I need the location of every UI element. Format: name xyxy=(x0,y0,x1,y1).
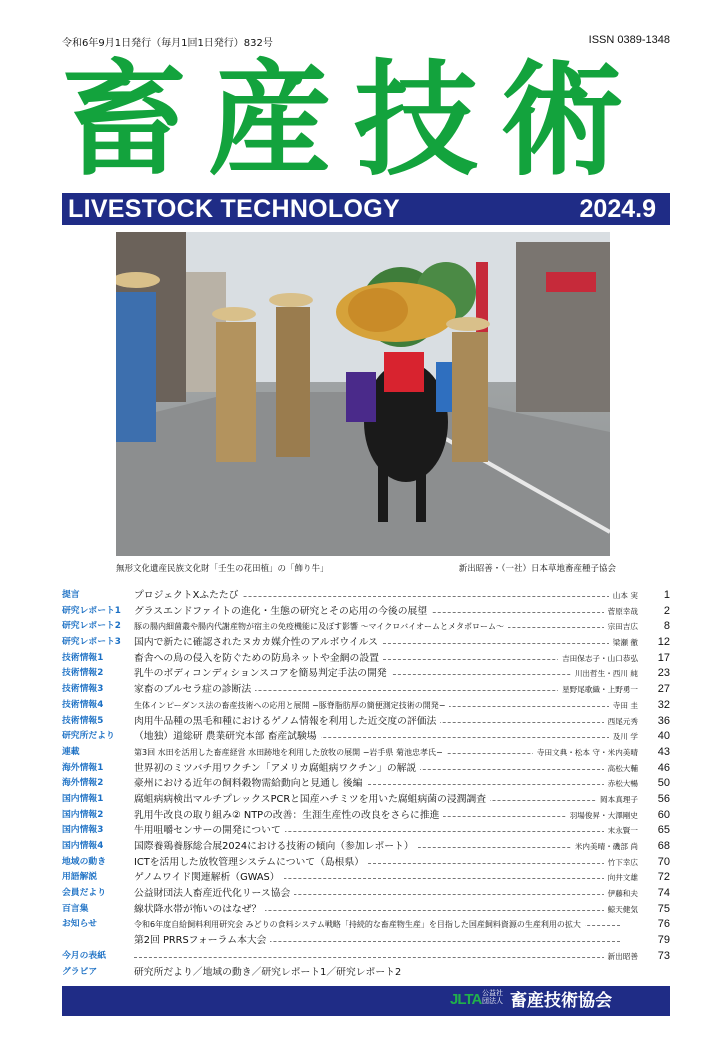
caption-credit: 新出昭善・（一社）日本草地畜産種子協会 xyxy=(458,564,616,574)
toc-page: 2 xyxy=(663,604,670,617)
toc-row[interactable] xyxy=(62,808,674,824)
masthead-title: 畜産技術 xyxy=(62,52,647,190)
toc-title: 国内で新たに確認されたヌカカ媒介性のアルボウイルス xyxy=(134,635,382,651)
toc-row[interactable] xyxy=(62,839,674,855)
toc-title: プロジェクトXふたたび xyxy=(134,588,242,604)
toc-category: 国内情報4 xyxy=(62,841,104,851)
toc-category: 今月の表紙 xyxy=(62,950,106,961)
toc-title: 生体インピーダンス法の畜産技術への応用と展開 −豚脊脂肪厚の簡便測定技術の開発− xyxy=(134,698,449,714)
toc-title: グラスエンドファイトの進化・生態の研究とその応用の今後の展望 xyxy=(134,604,431,620)
toc-category: 海外情報2 xyxy=(62,778,104,789)
toc-author: 寺田文典・松本 守・米内美晴 xyxy=(533,745,638,761)
toc-title: 公益財団法人畜産近代化リース協会 xyxy=(134,886,294,902)
festival-procession-illustration xyxy=(116,232,610,556)
toc-title: 家畜のブルセラ症の診断法 xyxy=(134,682,255,698)
toc-row[interactable] xyxy=(62,917,674,933)
toc-row[interactable] xyxy=(62,604,674,620)
toc-row[interactable] xyxy=(62,965,674,981)
toc-author: 西尾元秀 xyxy=(604,714,638,730)
toc-title: 牛用咀嚼センサーの開発について xyxy=(134,823,285,839)
toc-author: 吉田保志子・山口恭弘 xyxy=(558,651,638,667)
toc-author: 新出昭善 xyxy=(604,949,638,965)
toc-page: 8 xyxy=(663,620,670,633)
toc-category: お知らせ xyxy=(62,919,97,930)
toc-author: 山本 実 xyxy=(609,588,638,604)
toc-page: 32 xyxy=(657,698,670,711)
toc-title: 豪州における近年の飼料穀物需給動向と見通し 後編 xyxy=(134,776,366,792)
toc-row[interactable] xyxy=(62,588,674,604)
toc-title: 線状降水帯が怖いのはなぜ？ xyxy=(134,902,265,918)
toc-author: 米内美晴・磯部 尚 xyxy=(571,839,638,855)
toc-author: 星野尾歌織・上野勇一 xyxy=(558,682,638,698)
toc-title: 乳用牛改良の取り組み② NTPの改善：生涯生産性の改良をさらに推進 xyxy=(134,808,443,824)
toc-row[interactable] xyxy=(62,698,674,714)
toc-author: 川出哲生・西川 純 xyxy=(571,666,638,682)
toc-author: 高松大輔 xyxy=(604,761,638,777)
toc-page: 17 xyxy=(657,651,670,664)
toc-category: 技術情報2 xyxy=(62,668,104,679)
toc-title: ゲノムワイド関連解析（GWAS） xyxy=(134,870,284,886)
toc-category: 技術情報5 xyxy=(62,715,104,726)
toc-category: 地域の動き xyxy=(62,856,106,867)
toc-author: 竹下幸広 xyxy=(604,855,638,871)
toc-page: 50 xyxy=(657,777,670,790)
toc-page: 60 xyxy=(657,808,670,821)
table-of-contents xyxy=(62,588,674,980)
english-title: LIVESTOCK TECHNOLOGY xyxy=(68,195,400,223)
toc-author: 宗田吉広 xyxy=(604,619,638,635)
issue-line: 令和6年9月1日発行（毎月1回1日発行）832号 xyxy=(62,38,273,49)
toc-row[interactable] xyxy=(62,745,674,761)
toc-author: 鯨天健気 xyxy=(604,902,638,918)
toc-row[interactable] xyxy=(62,823,674,839)
toc-title: 畜舎への鳥の侵入を防ぐための防鳥ネットや金網の設置 xyxy=(134,651,383,667)
publisher-name: 畜産技術協会 xyxy=(510,991,612,1011)
toc-page: 68 xyxy=(657,840,670,852)
toc-page: 56 xyxy=(657,792,670,805)
toc-row[interactable] xyxy=(62,886,674,902)
issn: ISSN 0389-1348 xyxy=(588,34,670,46)
toc-row[interactable] xyxy=(62,682,674,698)
toc-page: 1 xyxy=(663,589,670,601)
toc-row[interactable] xyxy=(62,761,674,777)
toc-author: 寺田 圭 xyxy=(609,698,638,714)
toc-category: 国内情報3 xyxy=(62,825,104,836)
toc-leader xyxy=(134,957,620,958)
toc-title: ICTを活用した放牧管理システムについて（島根県） xyxy=(134,855,368,871)
toc-author: 向井文雄 xyxy=(604,870,638,886)
toc-title: 腐蛆病病検出マルチプレックスPCRと国産ハチミツを用いた腐蛆病菌の浸潤調査 xyxy=(134,792,490,808)
toc-row[interactable] xyxy=(62,949,674,965)
toc-category: 用語解説 xyxy=(62,872,98,883)
toc-title: 世界初のミツバチ用ワクチン「アメリカ腐蛆病ワクチン」の解説 xyxy=(134,761,420,777)
toc-author: 羽場俊昇・大澤剛史 xyxy=(566,808,638,824)
toc-category: 研究所だより xyxy=(62,731,115,742)
toc-page: 40 xyxy=(657,730,670,743)
toc-category: 提言 xyxy=(62,590,80,600)
toc-author: 赤松大暢 xyxy=(604,776,638,792)
toc-title: 令和6年度自給飼料利用研究会 みどりの食料システム戦略「持続的な畜産物生産」を目指した国産飼料資源の生産利用の拡大 xyxy=(134,917,585,933)
toc-row[interactable] xyxy=(62,666,674,682)
toc-page: 73 xyxy=(657,949,670,962)
toc-page: 43 xyxy=(657,745,670,758)
toc-row[interactable] xyxy=(62,651,674,667)
toc-category: 会員だより xyxy=(62,888,106,899)
toc-author: 菅原幸哉 xyxy=(604,604,638,620)
toc-row[interactable] xyxy=(62,714,674,730)
toc-page: 46 xyxy=(657,761,670,774)
toc-page: 72 xyxy=(657,871,670,884)
photo-caption xyxy=(116,562,616,576)
publisher-footer xyxy=(62,986,670,1016)
toc-row[interactable] xyxy=(62,855,674,871)
toc-title: 乳牛のボディコンディションスコアを簡易判定手法の開発 xyxy=(134,666,391,682)
toc-title: 肉用牛品種の黒毛和種におけるゲノム情報を利用した近交度の評価法 xyxy=(134,714,440,730)
toc-page: 75 xyxy=(657,902,670,915)
toc-category: 研究レポート2 xyxy=(62,621,121,632)
corporation-type: 公益社団法人 xyxy=(482,989,503,1005)
toc-title: 国際養鶏養豚総合展2024における技術の傾向（参加レポート） xyxy=(134,839,418,855)
toc-page: 79 xyxy=(657,934,670,947)
issue-info-line xyxy=(62,34,670,50)
toc-author: 岡本真理子 xyxy=(596,792,638,808)
toc-page: 27 xyxy=(657,683,670,696)
toc-author: 末永賢一 xyxy=(604,823,638,839)
toc-row[interactable] xyxy=(62,729,674,745)
toc-row[interactable] xyxy=(62,933,674,949)
title-band xyxy=(62,193,670,225)
toc-row[interactable] xyxy=(62,635,674,651)
toc-category: 研究レポート3 xyxy=(62,637,121,648)
toc-category: 研究レポート1 xyxy=(62,605,121,616)
toc-category: 技術情報3 xyxy=(62,684,104,695)
toc-title: 研究所だより／地域の動き／研究レポート1／研究レポート2 xyxy=(134,965,405,981)
toc-author: 梁瀬 徹 xyxy=(609,635,638,651)
caption-title: 無形文化遺産民族文化財「壬生の花田植」の「飾り牛」 xyxy=(116,564,329,574)
toc-page: 65 xyxy=(657,824,670,837)
toc-page: 12 xyxy=(657,636,670,649)
toc-category: 国内情報1 xyxy=(62,793,104,804)
toc-category: 技術情報4 xyxy=(62,699,104,710)
toc-category: 百言集 xyxy=(62,903,89,914)
toc-title: （地独）道総研 農業研究本部 畜産試験場 xyxy=(134,729,321,745)
toc-category: 海外情報1 xyxy=(62,762,104,773)
toc-title: 第3回 水田を活用した畜産経営 水田跡地を利用した放牧の展開 −岩手県 菊池忠孝氏− xyxy=(134,745,447,761)
toc-title: 第2回 PRRSフォーラム本大会 xyxy=(134,933,270,949)
toc-title: 豚の腸内細菌叢や腸内代謝産物が宿主の免疫機能に及ぼす影響 〜マイクロバイオームとメタボローム〜 xyxy=(134,619,508,635)
toc-category: 技術情報1 xyxy=(62,652,104,663)
toc-row[interactable] xyxy=(62,870,674,886)
toc-category: 国内情報2 xyxy=(62,809,104,820)
toc-author: 伊藤和夫 xyxy=(604,886,638,902)
issue-date: 2024.9 xyxy=(579,195,656,223)
toc-page: 23 xyxy=(657,667,670,680)
cover-photo xyxy=(116,232,610,556)
toc-author: 及川 学 xyxy=(609,729,638,745)
toc-page: 76 xyxy=(657,918,670,931)
toc-row[interactable] xyxy=(62,792,674,808)
publisher-logo: JLTA xyxy=(450,991,482,1008)
toc-page: 36 xyxy=(657,714,670,727)
toc-page: 74 xyxy=(657,887,670,900)
toc-row[interactable] xyxy=(62,619,674,635)
toc-row[interactable] xyxy=(62,776,674,792)
toc-category: 連載 xyxy=(62,746,80,757)
toc-row[interactable] xyxy=(62,902,674,918)
toc-category: グラビア xyxy=(62,966,98,977)
toc-page: 70 xyxy=(657,855,670,868)
